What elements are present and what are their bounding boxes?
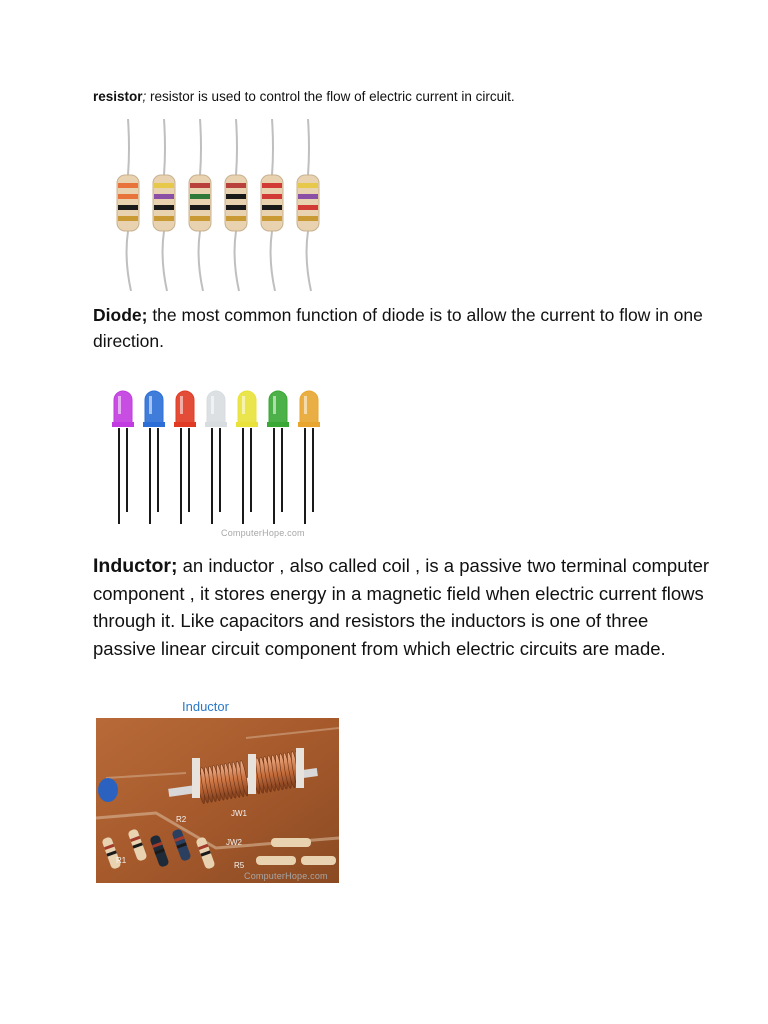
inductor-description: an inductor , also called coil , is a passive two terminal computer component , it stores energy in a magnetic field when electric current flows through it. Like capacitors and resistors the inductors is one of three passive linear circuit component from which electric circuits are made. xyxy=(93,555,710,659)
resistor-5 xyxy=(261,119,283,291)
board-label: R2 xyxy=(176,815,187,824)
resistor-image xyxy=(113,119,335,291)
diode-image-watermark: ComputerHope.com xyxy=(221,528,305,538)
inductor-paragraph xyxy=(93,552,713,662)
resistor-paragraph xyxy=(93,89,733,104)
diode-description: the most common function of diode is to allow the current to flow in one direction. xyxy=(93,305,703,351)
resistor-separator: ; xyxy=(142,89,147,104)
led-1 xyxy=(112,391,134,524)
resistor-description: resistor is used to control the flow of electric current in circuit. xyxy=(146,89,515,104)
led-3 xyxy=(174,391,196,524)
resistor-term: resistor xyxy=(93,89,143,104)
resistor-3 xyxy=(189,119,211,291)
board-label: JW2 xyxy=(226,838,242,847)
led-4 xyxy=(205,391,227,524)
led-6 xyxy=(267,391,289,524)
diode-paragraph xyxy=(93,302,703,354)
inductor-image-caption: Inductor xyxy=(182,699,229,714)
board-label: JW1 xyxy=(231,809,247,818)
resistor-6 xyxy=(297,119,319,291)
board-label: R1 xyxy=(116,856,127,865)
led-7 xyxy=(298,391,320,524)
led-5 xyxy=(236,391,258,524)
board-label: R5 xyxy=(234,861,245,870)
resistor-4 xyxy=(225,119,247,291)
inductor-term: Inductor; xyxy=(93,555,178,577)
inductor-image xyxy=(96,718,339,883)
resistor-2 xyxy=(153,119,175,291)
resistor-1 xyxy=(117,119,139,291)
led-2 xyxy=(143,391,165,524)
diode-term: Diode; xyxy=(93,305,148,325)
led-image xyxy=(103,388,333,540)
inductor-image-watermark: ComputerHope.com xyxy=(244,871,328,881)
